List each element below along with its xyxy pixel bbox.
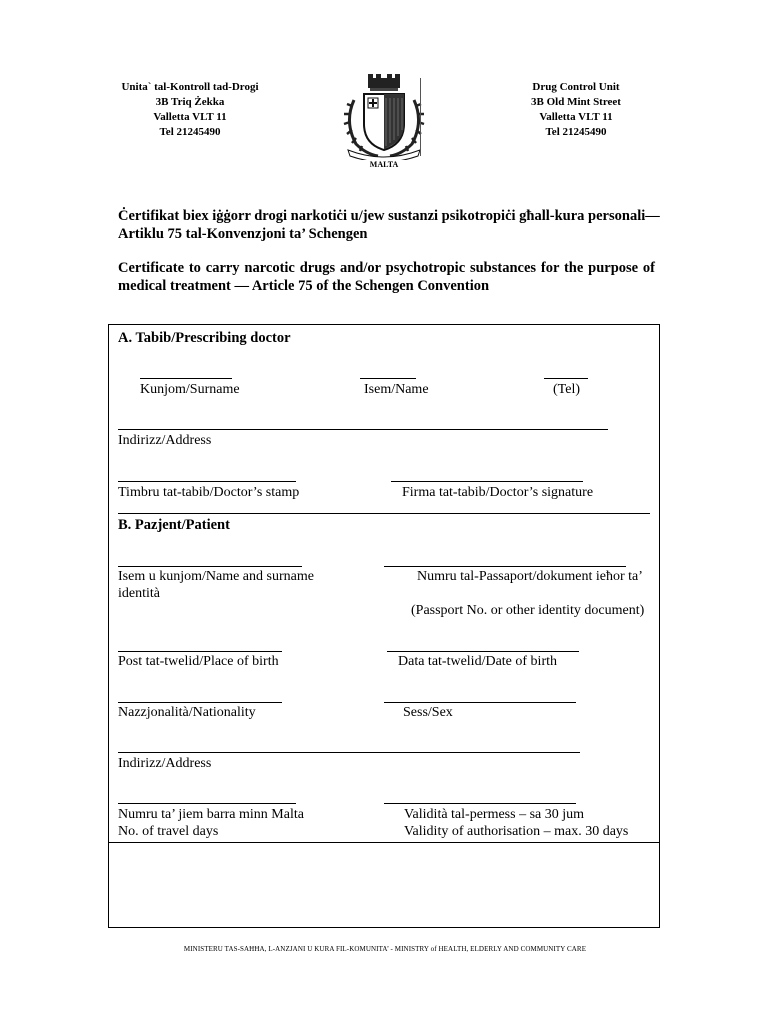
section-divider [118, 513, 650, 514]
passport-line[interactable] [384, 566, 626, 567]
tel-line[interactable] [544, 378, 588, 379]
section-a-heading: A. Tabib/Prescribing doctor [118, 330, 291, 346]
doctor-address-line[interactable] [118, 429, 608, 430]
travel-days-label: Numru ta’ jiem barra minn Malta [118, 807, 304, 822]
section-c-divider [108, 842, 659, 843]
passport-label: Numru tal-Passaport/dokument ieħor ta’ [417, 569, 643, 584]
passport-label-english: (Passport No. or other identity document) [411, 603, 645, 618]
patient-address-label: Indirizz/Address [118, 756, 212, 771]
travel-days-line[interactable] [118, 803, 296, 804]
identity-label: identità [118, 586, 160, 601]
place-of-birth-line[interactable] [118, 651, 282, 652]
header-left-line: Valletta VLT 11 [153, 111, 227, 123]
doctor-signature-line[interactable] [391, 481, 583, 482]
doctor-signature-label: Firma tat-tabib/Doctor’s signature [402, 485, 594, 500]
date-of-birth-line[interactable] [387, 651, 579, 652]
title-english-line: Certificate to carry narcotic drugs and/or psychotropic substances for the purpose of [118, 260, 655, 276]
date-of-birth-label: Data tat-twelid/Date of birth [398, 654, 557, 669]
patient-name-label: Isem u kunjom/Name and surname [118, 569, 314, 584]
validity-label: Validità tal-permess – sa 30 jum [404, 807, 585, 822]
header-right-line: Tel 21245490 [545, 126, 607, 138]
header-left-line: 3B Triq Żekka [155, 96, 225, 108]
surname-line[interactable] [140, 378, 232, 379]
surname-label: Kunjom/Surname [140, 382, 240, 397]
header-left-line: Unita` tal-Kontroll tad-Drogi [121, 81, 259, 93]
title-english [118, 259, 655, 295]
header-address-english [506, 80, 646, 140]
emblem-caption: MALTA [369, 160, 399, 169]
title-maltese-line: Artiklu 75 tal-Konvenzjoni ta’ Schengen [118, 226, 368, 242]
header-left-line: Tel 21245490 [159, 126, 221, 138]
nationality-line[interactable] [118, 702, 282, 703]
tel-label: (Tel) [553, 382, 581, 397]
header-right-line: Valletta VLT 11 [539, 111, 613, 123]
doctor-stamp-label: Timbru tat-tabib/Doctor’s stamp [118, 485, 300, 500]
section-b-heading: B. Pazjent/Patient [118, 517, 230, 533]
name-label: Isem/Name [364, 382, 429, 397]
sex-line[interactable] [384, 702, 576, 703]
title-maltese-line: Ċertifikat biex iġġorr drogi narkotiċi u/jew sustanzi psikotropiċi għall-kura personali— [118, 208, 660, 224]
footer-ministry: MINISTERU TAS-SAĦĦA, L-ANZJANI U KURA FIL-KOMUNITA’ - MINISTRY of HEALTH, ELDERLY AND COMMUNITY CARE [183, 945, 587, 953]
malta-coat-of-arms-icon [338, 72, 430, 160]
header-divider [420, 78, 421, 156]
name-line[interactable] [360, 378, 416, 379]
title-maltese [118, 207, 663, 243]
nationality-label: Nazzjonalità/Nationality [118, 705, 256, 720]
patient-address-line[interactable] [118, 752, 580, 753]
travel-days-label-english: No. of travel days [118, 824, 219, 839]
title-english-line: medical treatment — Article 75 of the Schengen Convention [118, 278, 490, 294]
patient-name-line[interactable] [118, 566, 302, 567]
header-address-maltese [110, 80, 270, 140]
sex-label: Sess/Sex [403, 705, 453, 720]
header-right-line: Drug Control Unit [532, 81, 620, 93]
validity-line[interactable] [384, 803, 576, 804]
doctor-address-label: Indirizz/Address [118, 433, 212, 448]
header-right-line: 3B Old Mint Street [531, 96, 621, 108]
doctor-stamp-line[interactable] [118, 481, 296, 482]
place-of-birth-label: Post tat-twelid/Place of birth [118, 654, 279, 669]
validity-label-english: Validity of authorisation – max. 30 days [404, 824, 629, 839]
